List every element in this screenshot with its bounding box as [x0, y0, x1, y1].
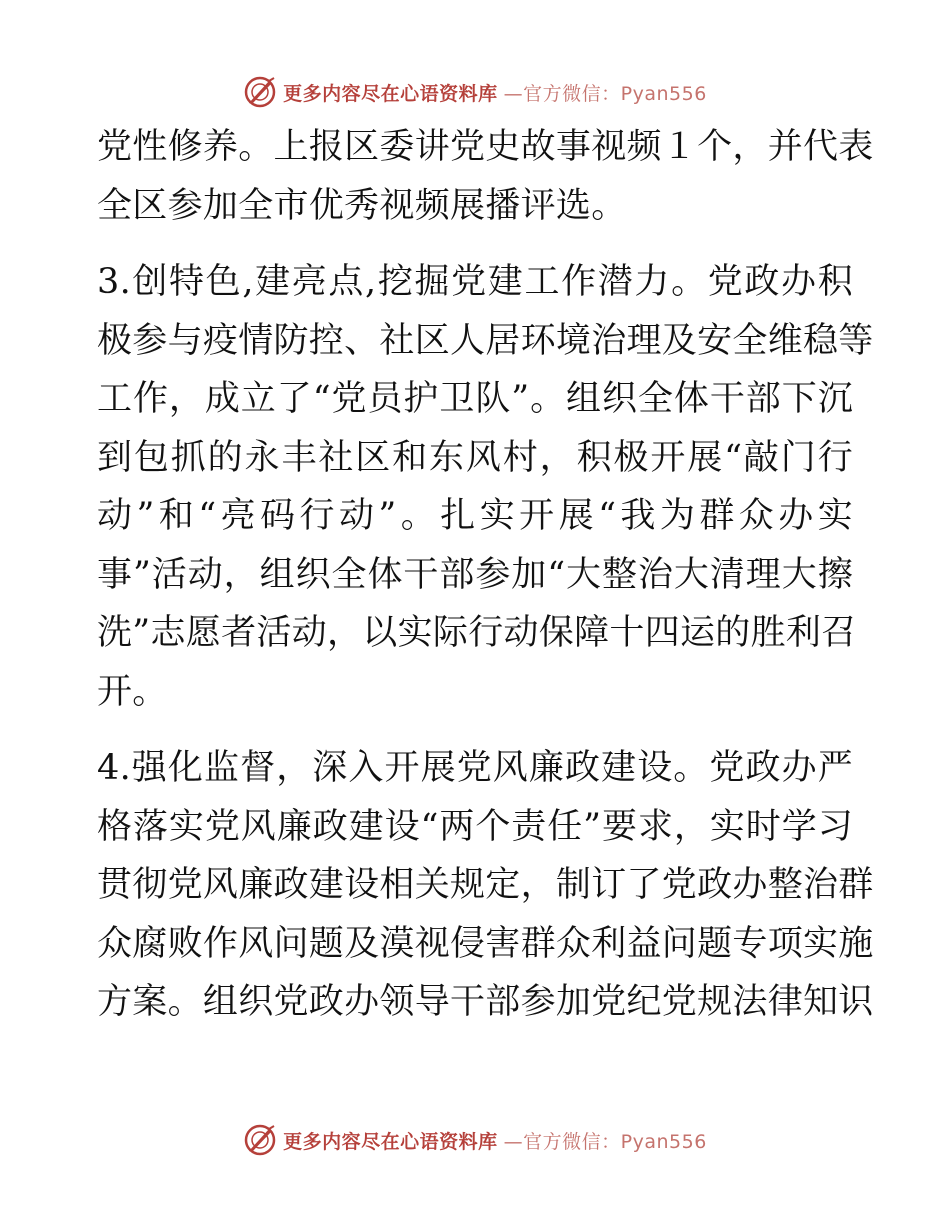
text-line: 到包抓的永丰社区和东风村，积极开展“敲门行 [97, 437, 853, 478]
quill-logo-icon [243, 1123, 277, 1157]
text-line: 动”和“亮码行动”。扎实开展“我为群众办实 [97, 496, 853, 536]
header-watermark [0, 72, 950, 112]
text-line: 全区参加全市优秀视频展播评选。 [97, 185, 627, 226]
text-line: 洗”志愿者活动，以实际行动保障十四运的胜利召 [97, 613, 857, 653]
text-line: 4.强化监督，深入开展党风廉政建设。党政办严 [97, 748, 853, 788]
text-line: 极参与疫情防控、社区人居环境治理及安全维稳等 [97, 320, 874, 361]
footer-watermark [0, 1120, 950, 1160]
text-line: 事”活动，组织全体干部参加“大整治大清理大擦 [97, 554, 853, 595]
text-line: 3.创特色,建亮点,挖掘党建工作潜力。党政办积 [97, 262, 853, 302]
text-line: 工作，成立了“党员护卫队”。组织全体干部下沉 [97, 379, 853, 419]
watermark-contact-text: —官方微信：Pyan556 [503, 1130, 707, 1153]
text-line: 开。 [97, 671, 168, 712]
document-body [97, 118, 874, 1032]
quill-logo-icon [243, 75, 277, 109]
text-line: 众腐败作风问题及漠视侵害群众利益问题专项实施 [97, 923, 874, 964]
text-line: 贯彻党风廉政建设相关规定，制订了党政办整治群 [97, 865, 874, 905]
text-line: 方案。组织党政办领导干部参加党纪党规法律知识 [97, 982, 874, 1022]
text-line: 党性修养。上报区委讲党史故事视频１个，并代表 [97, 127, 874, 167]
watermark-contact-text: —官方微信：Pyan556 [503, 82, 707, 105]
watermark-main-text: 更多内容尽在心语资料库 [283, 82, 498, 105]
text-line: 格落实党风廉政建设“两个责任”要求，实时学习 [97, 806, 853, 847]
watermark-main-text: 更多内容尽在心语资料库 [283, 1130, 498, 1153]
